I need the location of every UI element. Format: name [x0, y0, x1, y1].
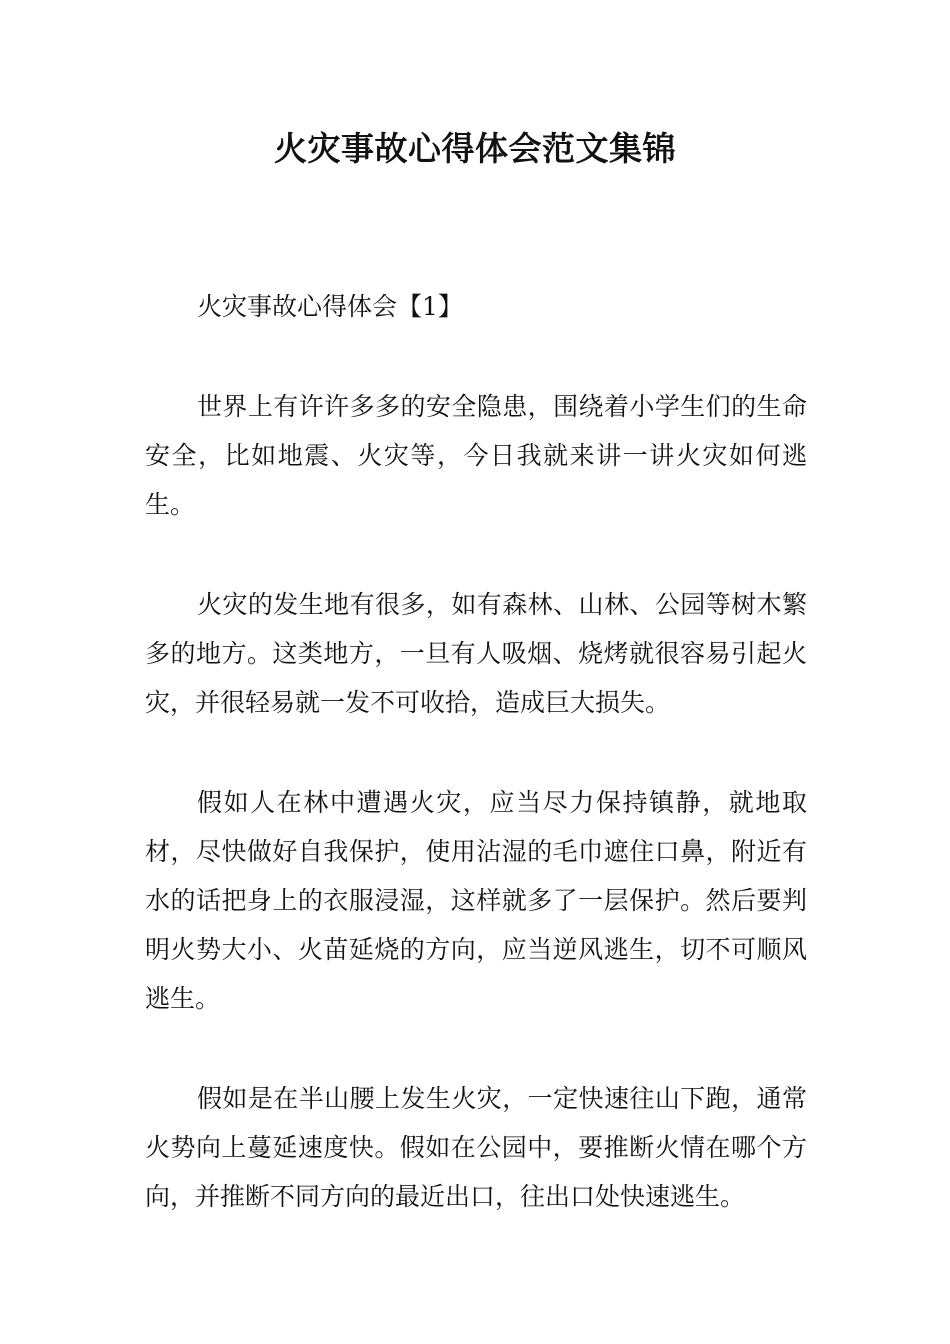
document-body	[145, 282, 807, 1272]
paragraph-1: 世界上有许许多多的安全隐患，围绕着小学生们的生命安全，比如地震、火灾等，今日我就来讲一讲火灾如何逃生。	[145, 392, 807, 519]
paragraph-4: 假如是在半山腰上发生火灾，一定快速往山下跑，通常火势向上蔓延速度快。假如在公园中，要推断火情在哪个方向，并推断不同方向的最近出口，往出口处快速逃生。	[145, 1084, 807, 1211]
section-heading: 火灾事故心得体会【1】	[197, 292, 463, 321]
paragraph-3: 假如人在林中遭遇火灾，应当尽力保持镇静，就地取材，尽快做好自我保护，使用沾湿的毛巾遮住口鼻，附近有水的话把身上的衣服浸湿，这样就多了一层保护。然后要判明火势大小、火苗延烧的方向，应当逆风逃生，切不可顺风逃生。	[145, 788, 807, 1013]
document-title: 火灾事故心得体会范文集锦	[274, 129, 676, 168]
paragraph-2: 火灾的发生地有很多，如有森林、山林、公园等树木繁多的地方。这类地方，一旦有人吸烟、烧烤就很容易引起火灾，并很轻易就一发不可收拾，造成巨大损失。	[145, 590, 807, 717]
